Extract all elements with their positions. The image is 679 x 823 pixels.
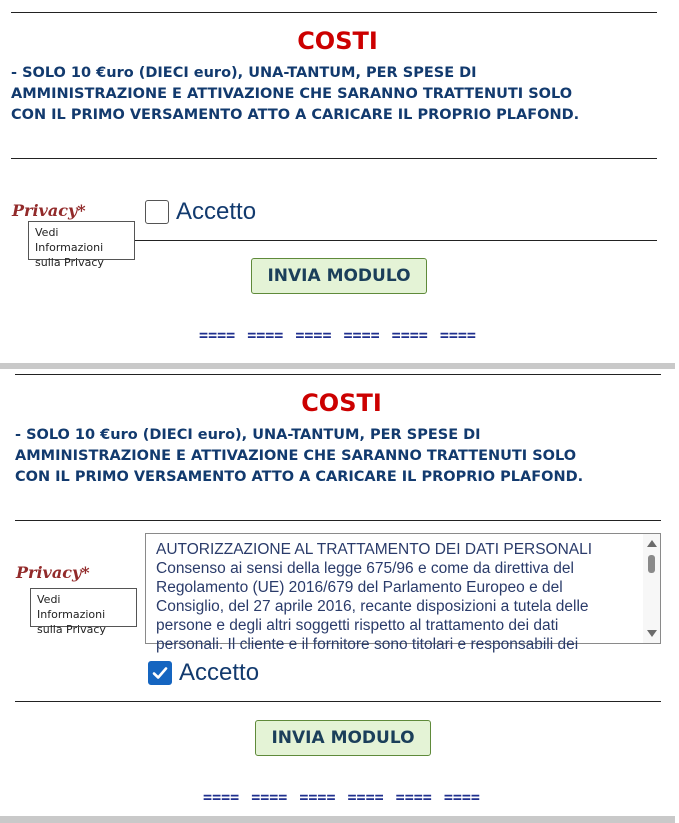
cost-notice <box>11 63 651 126</box>
top-divider <box>11 12 657 13</box>
scroll-thumb[interactable] <box>648 555 655 573</box>
form-panel-checked <box>0 369 675 816</box>
privacy-text-line: Regolamento (UE) 2016/679 del Parlamento Europeo e del <box>156 579 563 596</box>
notice-divider <box>15 520 661 521</box>
notice-divider <box>11 158 657 159</box>
privacy-scrollbar[interactable] <box>643 534 660 643</box>
privacy-label: Privacy* <box>16 563 90 582</box>
privacy-text-line: personali. Il cliente e il fornitore sono titolari e responsabili dei <box>156 636 579 653</box>
cost-notice-line: AMMINISTRAZIONE E ATTIVAZIONE CHE SARANNO TRATTENUTI SOLO <box>15 448 577 464</box>
accept-divider <box>15 701 661 702</box>
separator-dashes: ==== ==== ==== ==== ==== ==== <box>199 326 476 344</box>
privacy-textarea[interactable] <box>145 533 661 653</box>
submit-button[interactable]: INVIA MODULO <box>251 258 427 294</box>
accept-checkbox[interactable] <box>148 661 172 685</box>
section-title: COSTI <box>301 389 382 417</box>
scroll-down-icon[interactable] <box>647 630 657 637</box>
accept-label[interactable]: Accetto <box>176 198 257 225</box>
cost-notice <box>15 425 655 488</box>
top-divider <box>15 374 661 375</box>
privacy-label: Privacy* <box>12 201 86 220</box>
section-title: COSTI <box>297 27 378 55</box>
privacy-text <box>156 540 638 654</box>
cost-notice-line: CON IL PRIMO VERSAMENTO ATTO A CARICARE IL PROPRIO PLAFOND. <box>11 107 580 123</box>
cost-notice-line: - SOLO 10 €uro (DIECI euro), UNA-TANTUM, PER SPESE DI <box>11 65 477 81</box>
privacy-tooltip-line: Vedi Informazioni <box>37 593 106 621</box>
privacy-text-line: Consiglio, del 27 aprile 2016, recante disposizioni a tutela delle <box>156 598 589 615</box>
privacy-text-line: Consenso ai sensi della legge 675/96 e come da direttiva del <box>156 560 574 577</box>
cost-notice-line: CON IL PRIMO VERSAMENTO ATTO A CARICARE IL PROPRIO PLAFOND. <box>15 469 584 485</box>
privacy-tooltip-line: sulla Privacy <box>35 256 104 269</box>
form-panel-unchecked <box>0 0 675 363</box>
privacy-tooltip <box>28 221 135 269</box>
privacy-text-line: AUTORIZZAZIONE AL TRATTAMENTO DEI DATI PERSONALI <box>156 541 593 558</box>
accept-label[interactable]: Accetto <box>179 659 260 686</box>
scroll-up-icon[interactable] <box>647 540 657 547</box>
cost-notice-line: - SOLO 10 €uro (DIECI euro), UNA-TANTUM, PER SPESE DI <box>15 427 481 443</box>
panel-separator <box>0 816 675 823</box>
separator-dashes: ==== ==== ==== ==== ==== ==== <box>203 788 480 806</box>
privacy-tooltip-line: Vedi Informazioni <box>35 226 104 254</box>
accept-checkbox[interactable] <box>145 200 169 224</box>
accept-divider <box>135 240 657 241</box>
submit-button[interactable]: INVIA MODULO <box>255 720 431 756</box>
checkmark-icon <box>151 664 169 682</box>
privacy-tooltip <box>30 588 137 636</box>
privacy-tooltip-line: sulla Privacy <box>37 623 106 636</box>
privacy-text-line: persone e degli altri soggetti rispetto al trattamento dei dati <box>156 617 559 634</box>
cost-notice-line: AMMINISTRAZIONE E ATTIVAZIONE CHE SARANNO TRATTENUTI SOLO <box>11 86 573 102</box>
